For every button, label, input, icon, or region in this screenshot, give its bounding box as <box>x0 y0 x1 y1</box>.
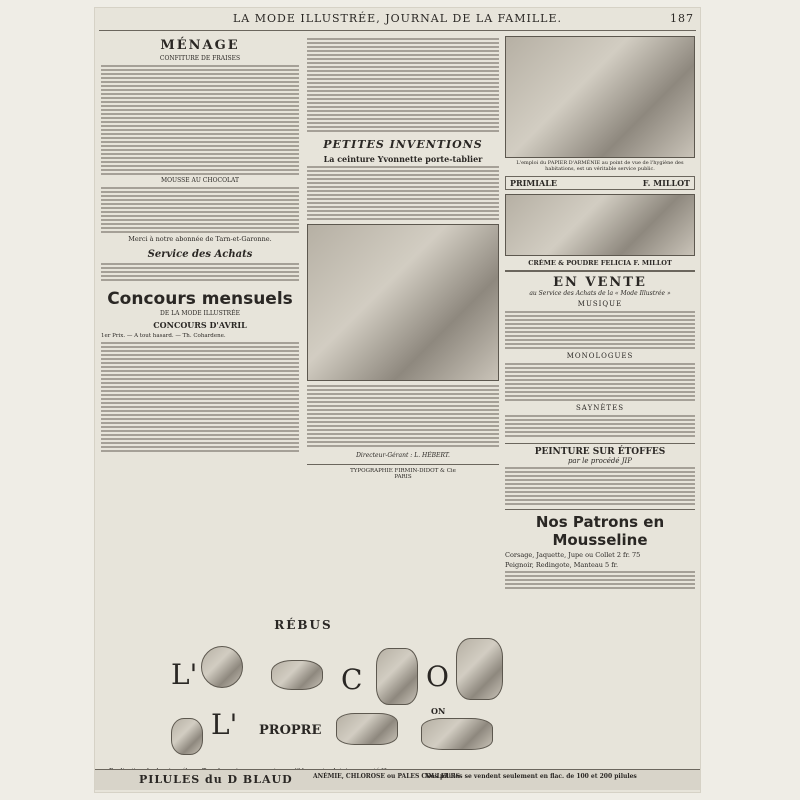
rebus-word-on: ON <box>431 706 446 716</box>
menage-title: MÉNAGE <box>160 38 240 53</box>
directeur-gerant: Directeur-Gérant : L. HÉBERT. <box>356 452 450 459</box>
musique-title: MUSIQUE <box>577 300 623 308</box>
peinture-subtitle: par le procédé JIP <box>567 457 633 465</box>
footer-tagline: ANÉMIE, CHLOROSE ou PALES COULEURS <box>313 773 460 780</box>
monologues-list <box>505 363 695 401</box>
patrons-title: Nos Patrons en Mousseline <box>505 509 695 549</box>
en-vente-title: EN VENTE <box>505 270 695 290</box>
list-text-top <box>307 38 499 132</box>
grass-illustration <box>336 713 398 745</box>
tooth-illustration <box>171 718 203 755</box>
ceinture-illustration <box>307 224 499 381</box>
rebus-word-propre: PROPRE <box>259 723 322 738</box>
newspaper-page <box>95 8 700 792</box>
concours-subtitle: DE LA MODE ILLUSTRÉE <box>160 310 240 317</box>
figure-illustration <box>456 638 503 700</box>
rebus-title: RÉBUS <box>274 618 333 632</box>
bone-illustration <box>201 646 243 688</box>
patrons-item-1: Corsage, Jaquette, Jupe ou Collet 2 fr. 75 <box>505 551 641 559</box>
menage-text <box>101 65 299 175</box>
armenie-illustration <box>505 36 695 158</box>
mousse-closing: Merci à notre abonnée de Tarn-et-Garonne. <box>128 235 272 243</box>
creme-felicia: CRÈME & POUDRE FELICIA F. MILLOT <box>528 259 672 267</box>
millot-right: F. MILLOT <box>642 178 690 188</box>
peinture-title: PEINTURE SUR ÉTOFFES <box>505 443 695 457</box>
typographie: TYPOGRAPHIE FIRMIN-DIDOT & Cie <box>307 464 499 474</box>
armenie-caption: L'emploi du PAPIER D'ARMÉNIE au point de vue de l'hygiène des habitations, est un véritable service public. <box>516 160 684 172</box>
peinture-text <box>505 467 695 505</box>
rebus-letter-o: O <box>426 660 449 693</box>
column-left <box>101 36 299 454</box>
mousse-subtitle: MOUSSE AU CHOCOLAT <box>160 177 240 184</box>
patrons-text <box>505 571 695 589</box>
footer-brand: PILULES du D BLAUD <box>139 773 293 786</box>
rebus-letter-c: C <box>341 663 363 696</box>
concours-text <box>101 342 299 452</box>
musique-list <box>505 311 695 349</box>
saynetes-list <box>505 415 695 437</box>
millot-banner <box>505 176 695 190</box>
plant-illustration <box>376 648 418 705</box>
footer-right-text: Nos pilules se vendent seulement en flac. de 100 et 200 pilules <box>425 773 637 780</box>
millot-left: PRIMIALE <box>510 178 557 188</box>
page-header <box>95 12 700 30</box>
service-achats-title: Service des Achats <box>147 249 253 260</box>
menage-subtitle: CONFITURE DE FRAISES <box>159 55 241 62</box>
column-right <box>505 36 695 591</box>
mousse-text <box>101 187 299 233</box>
rebus-letter-l: L' <box>171 658 198 691</box>
bicycle-illustration <box>421 718 493 750</box>
millot-illustration <box>505 194 695 256</box>
header-rule <box>99 30 696 31</box>
concours-avril: CONCOURS D'AVRIL <box>153 320 247 330</box>
monologues-title: MONOLOGUES <box>566 352 634 360</box>
saynetes-title: SAYNÈTES <box>576 404 624 412</box>
footer-advertisement <box>95 769 700 790</box>
column-middle <box>307 36 499 480</box>
en-vente-subtitle: au Service des Achats de la « Mode Illustrée » <box>529 290 671 297</box>
service-text <box>101 263 299 281</box>
ceinture-text <box>307 166 499 220</box>
rebus-section <box>101 618 506 768</box>
ceinture-text-2 <box>307 385 499 447</box>
ceinture-title: La ceinture Yvonnette porte-tablier <box>323 154 483 164</box>
journal-title: LA MODE ILLUSTRÉE, JOURNAL DE LA FAMILLE. <box>232 12 562 25</box>
rebus-letter-l2: L' <box>211 708 238 741</box>
animal-illustration <box>271 660 323 690</box>
typographie-city: PARIS <box>394 474 412 480</box>
page-number: 187 <box>670 12 694 25</box>
concours-title: Concours mensuels <box>107 289 293 309</box>
prix-premier: 1er Prix. — A tout hasard. — Th. Cohardene. <box>101 333 226 339</box>
patrons-item-2: Peignoir, Redingote, Manteau 5 fr. <box>505 561 619 569</box>
petites-inventions-title: PETITES INVENTIONS <box>323 138 483 151</box>
